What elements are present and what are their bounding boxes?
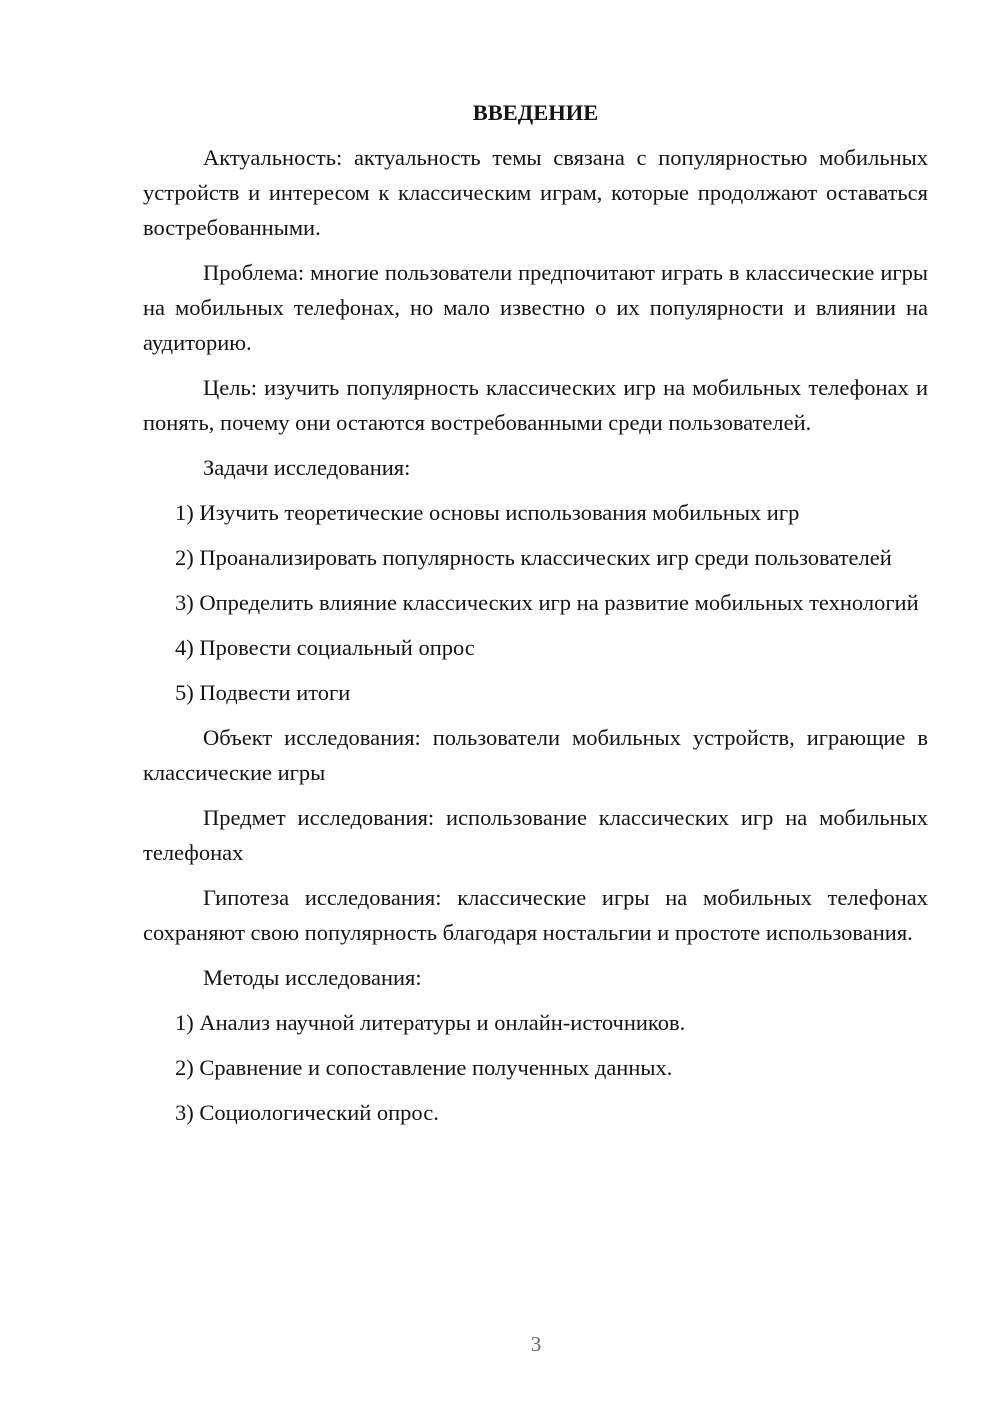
task-item: 4) Провести социальный опрос — [175, 635, 475, 660]
hypothesis-paragraph: Гипотеза исследования: классические игры на мобильных телефонах сохраняют свою популярность благодаря ностальгии и простоте использования. — [143, 885, 928, 945]
section-title: ВВЕДЕНИЕ — [472, 100, 599, 125]
methods-heading: Методы исследования: — [203, 965, 422, 990]
task-item: 2) Проанализировать популярность классических игр среди пользователей — [175, 545, 892, 570]
method-item: 1) Анализ научной литературы и онлайн-источников. — [175, 1010, 686, 1035]
page-number: 3 — [530, 1332, 542, 1356]
problem-paragraph: Проблема: многие пользователи предпочитают играть в классические игры на мобильных телефонах, но мало известно о их популярности и влиянии на аудиторию. — [143, 260, 928, 355]
object-paragraph: Объект исследования: пользователи мобильных устройств, играющие в классические игры — [143, 725, 928, 785]
method-item: 3) Социологический опрос. — [175, 1100, 439, 1125]
subject-paragraph: Предмет исследования: использование классических игр на мобильных телефонах — [143, 805, 928, 865]
goal-paragraph: Цель: изучить популярность классических игр на мобильных телефонах и понять, почему они остаются востребованными среди пользователей. — [143, 375, 928, 435]
method-item: 2) Сравнение и сопоставление полученных данных. — [175, 1055, 673, 1080]
task-item: 3) Определить влияние классических игр на развитие мобильных технологий — [175, 590, 919, 615]
task-item: 5) Подвести итоги — [175, 680, 351, 705]
tasks-heading: Задачи исследования: — [203, 455, 411, 480]
actuality-paragraph: Актуальность: актуальность темы связана с популярностью мобильных устройств и интересом к классическим играм, которые продолжают оставаться востребованными. — [143, 145, 928, 240]
document-page — [143, 95, 928, 1140]
task-item: 1) Изучить теоретические основы использования мобильных игр — [175, 500, 800, 525]
